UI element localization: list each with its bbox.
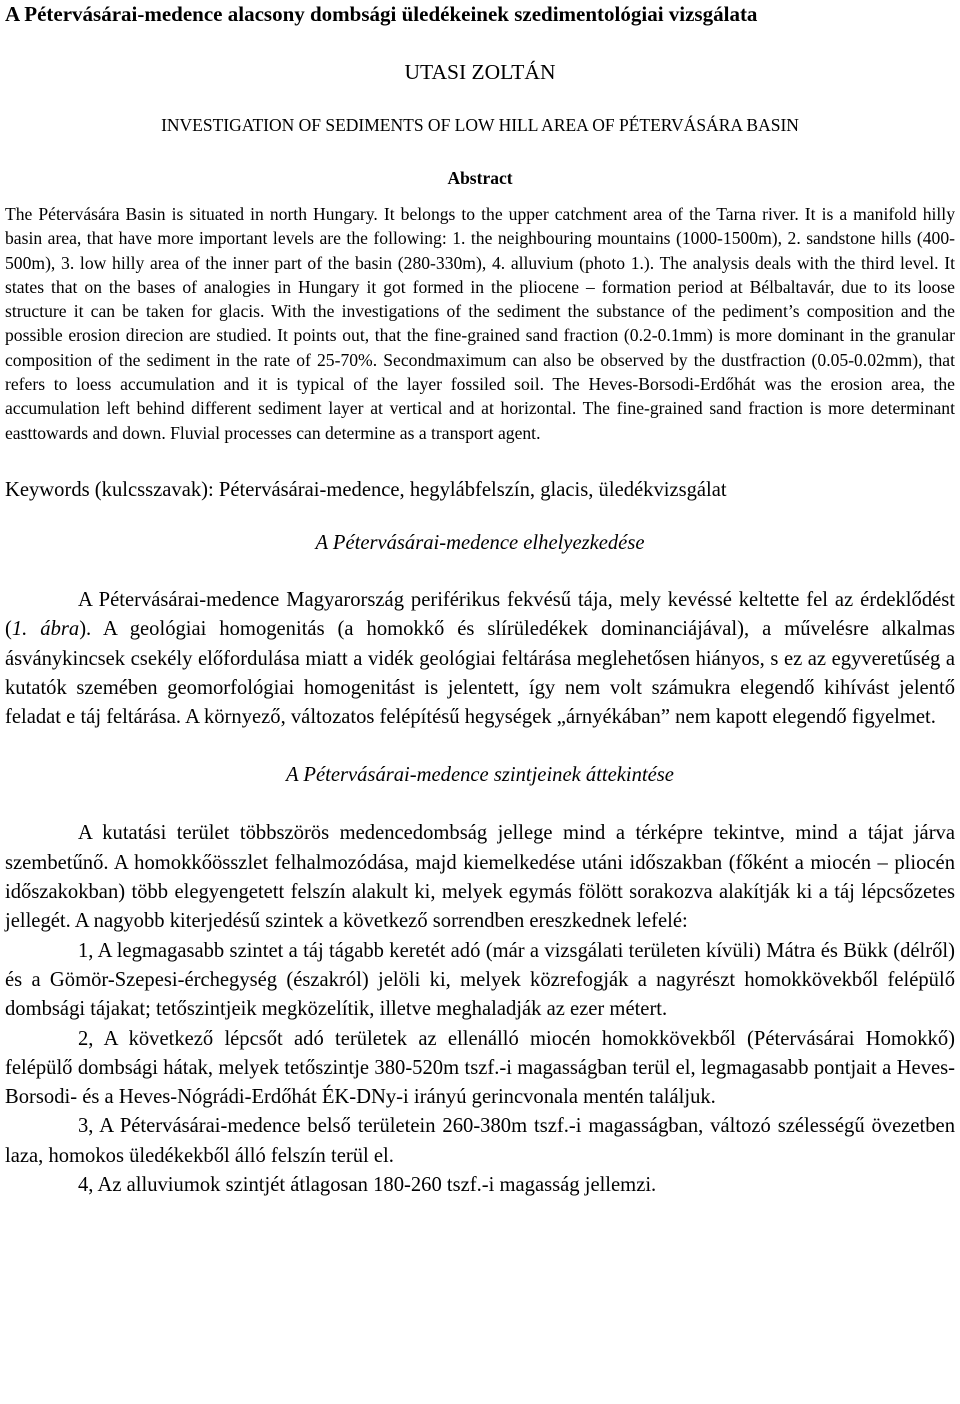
- author-name: UTASI ZOLTÁN: [404, 60, 556, 84]
- paper-title: A Pétervásárai-medence alacsony dombsági üledékeinek szedimentológiai vizsgálata: [5, 2, 758, 26]
- english-title: INVESTIGATION OF SEDIMENTS OF LOW HILL AREA OF PÉTERVÁSÁRA BASIN: [161, 115, 799, 135]
- section-heading-levels: A Pétervásárai-medence szintjeinek áttekintése: [286, 764, 674, 787]
- paragraph-text: ). A geológiai homogenitás (a homokkő és slírüledékek dominanciájával), a művelésre alkalmas ásványkincsek csekély előfordulása miatt a vidék geológiai feltárása meglehetősen hiányos, s ez az egyveretűség a kutatók szemében geomorfológiai homogenitást is jelentett, így nem volt számukra elegendő kihívást jelentő feladat e táj feltárása. A környező, változatos felépítésű hegységek „árnyékában” nem kapott elegendő figyelmet.: [5, 618, 955, 729]
- figure-reference: 1. ábra: [11, 618, 80, 641]
- section-heading-location: A Pétervásárai-medence elhelyezkedése: [315, 531, 645, 554]
- level-4-paragraph: 4, Az alluviumok szintjét átlagosan 180-260 tszf.-i magasság jellemzi.: [78, 1174, 657, 1197]
- paragraph-text: A Pétervásárai-medence Magyarország periférikus fekvésű tája, mely kevéssé keltette fel az érdeklődést (: [5, 588, 955, 641]
- abstract-heading: Abstract: [447, 168, 513, 188]
- level-3-paragraph: 3, A Pétervásárai-medence belső területein 260-380m tszf.-i magasságban, változó szélességű övezetben laza, homokos üledékekből álló felszín terül el.: [5, 1115, 955, 1167]
- abstract-text: The Pétervására Basin is situated in north Hungary. It belongs to the upper catchment area of the Tarna river. It is a manifold hilly basin area, that have more important levels are the following: 1. the neighbouring mountains (1000-1500m), 2. sandstone hills (400-500m), 3. low hilly area of the inner part of the basin (280-330m), 4. alluvium (photo 1.). The analysis deals with the third level. It states that on the bases of analogies in Hungary it got formed in the pliocene – formation period at Bélbaltavár, due to its loose structure it can be taken for glacis. With the investigations of the sediment the substance of the pediment’s composition and the possible erosion direcion are studied. It points out, that the fine-grained sand fraction (0.2-0.1mm) is more dominant in the granular composition of the sediment in the rate of 25-70%. Secondmaximum can also be observed by the dustfraction (0.05-0.02mm), that refers to loess accumulation and it is typical of the layer fossiled soil. The Heves-Borsodi-Erdőhát was the erosion area, the accumulation left behind different sediment layer at vertical and at horizontal. The fine-grained sand fraction is more determinant easttowards and down. Fluvial processes can determine as a transport agent.: [5, 204, 955, 443]
- section-location-paragraph: [5, 586, 955, 732]
- document-page: [5, 0, 955, 1200]
- level-2-paragraph: 2, A következő lépcsőt adó területek az ellenálló miocén homokkövekből (Pétervásárai Homokkő) felépülő dombsági hátak, melyek tetőszintje 380-520m tszf.-i magasságban terül el, legmagasabb pontjait a Heves-Borsodi- és a Heves-Nógrádi-Erdőhát ÉK-DNy-i irányú gerincvonala mentén találjuk.: [5, 1027, 955, 1109]
- keywords: Keywords (kulcsszavak): Pétervásárai-medence, hegylábfelszín, glacis, üledékvizsgálat: [5, 478, 727, 501]
- level-1-paragraph: 1, A legmagasabb szintet a táj tágabb keretét adó (már a vizsgálati területen kívüli) Mátra és Bükk (délről) és a Gömör-Szepesi-érchegység (északról) jelöli ki, melyek közrefogják a nagyrészt homokkövekből felépülő dombsági tájakat; tetőszintjeik megközelítik, illetve meghaladják az ezer métert.: [5, 939, 955, 1021]
- levels-paragraph: A kutatási terület többszörös medencedombság jellege mind a térképre tekintve, mind a tájat járva szembetűnő. A homokkőösszlet felhalmozódása, majd kiemelkedése utáni időszakban (főként a miocén – pliocén időszakokban) több elegyengetett felszín alakult ki, melyek egymás fölött sorakozva alakítják ki a táj lépcsőzetes jellegét. A nagyobb kiterjedésű szintek a következő sorrendben ereszkednek lefelé:: [5, 822, 955, 933]
